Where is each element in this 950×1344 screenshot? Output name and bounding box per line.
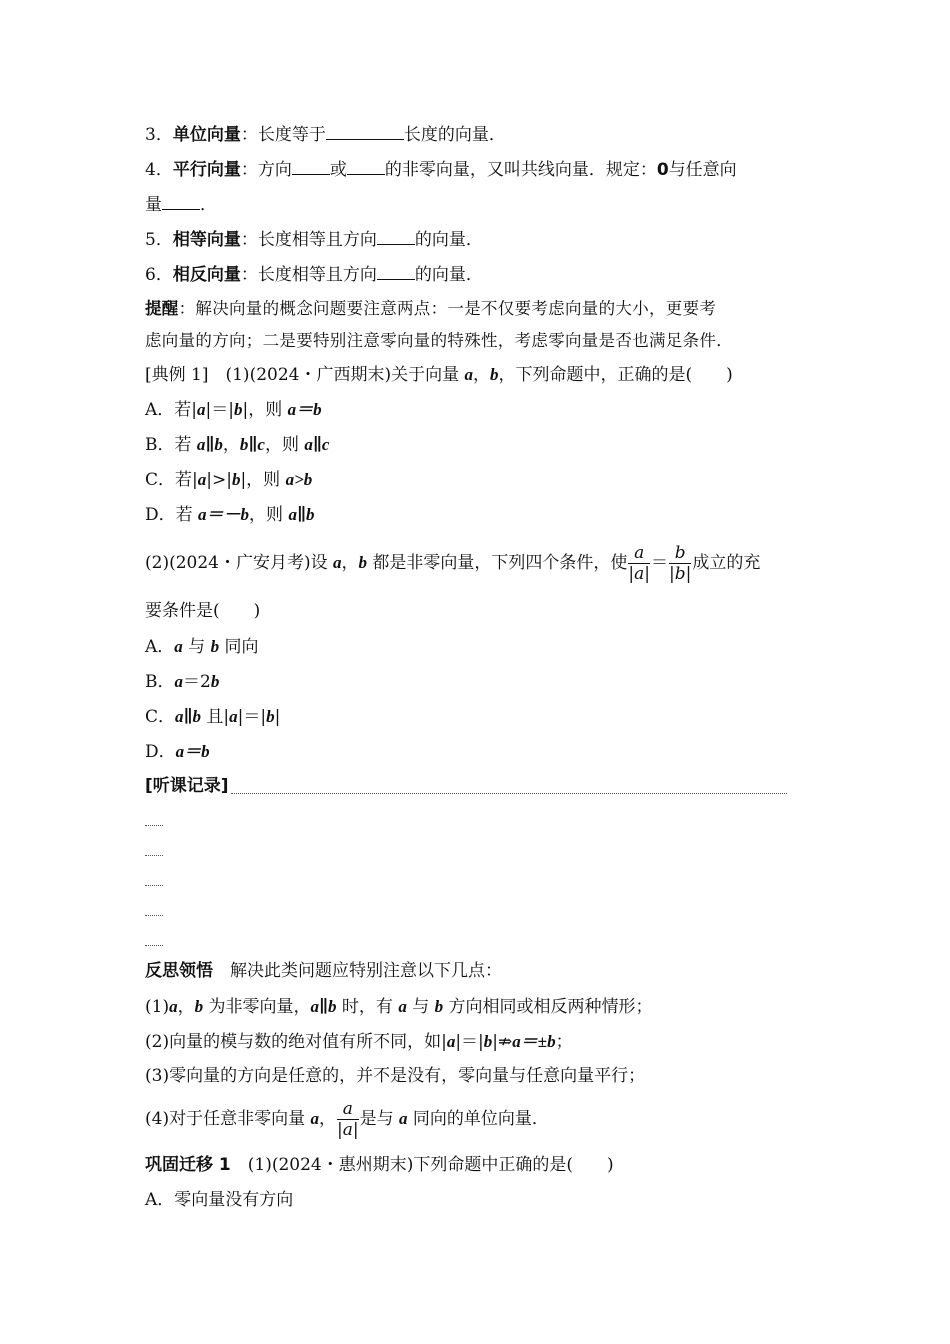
reminder: 提醒：解决向量的概念问题要注意两点：一是不仅要考虑向量的大小，更要考 虑向量的方向；二是要特别注意零向量的特殊性，考虑零向量是否也满足条件． xyxy=(145,299,733,350)
reflection-head: 反思领悟 解决此类问题应特别注意以下几点： xyxy=(145,961,502,981)
fill-blank[interactable] xyxy=(326,121,404,140)
example-1-option-b: B．若 a∥b，b∥c，则 a∥c xyxy=(145,435,330,455)
example-1-option-c: C．若|a|>|b|，则 a>b xyxy=(145,470,313,490)
fraction-b-over-norm-b: $\frac{b}{|b|}$ xyxy=(669,543,692,584)
reflection-point-3: (3)零向量的方向是任意的，并不是没有，零向量与任意向量平行； xyxy=(145,1066,646,1086)
term-opposite-vector: 相反向量 xyxy=(172,265,241,285)
fraction-unit-vector: $\frac{a}{|a|}$ xyxy=(336,1099,359,1140)
notes-line[interactable] xyxy=(145,864,810,894)
reflection-point-1: (1)a，b 为非零向量，a∥b 时，有 a 与 b 方向相同或相反两种情形； xyxy=(145,997,653,1017)
notes-line[interactable] xyxy=(145,894,810,924)
practice-label: 巩固迁移 1 xyxy=(145,1155,231,1175)
example-2-option-b: B．a＝2b xyxy=(145,672,220,692)
fill-blank[interactable] xyxy=(292,156,330,175)
reminder-label: 提醒 xyxy=(145,299,179,318)
item-5: 5．相等向量：长度相等且方向 的向量． xyxy=(145,223,810,258)
reflection-point-2: (2)向量的模与数的绝对值有所不同，如|a|＝|b|⇏a＝±b； xyxy=(145,1032,573,1052)
fill-blank[interactable] xyxy=(377,226,415,245)
fill-blank[interactable] xyxy=(347,156,385,175)
notes-record-header xyxy=(145,769,810,804)
fill-blank[interactable] xyxy=(377,261,415,280)
term-equal-vector: 相等向量 xyxy=(172,230,241,250)
example-1-head: [典例 1] (1)(2024・广西期末)关于向量 a，b，下列命题中，正确的是( ) xyxy=(145,365,733,385)
item-4: 4．平行向量：方向 或 的非零向量，又叫共线向量．规定：0与任意向 xyxy=(145,153,810,188)
example-2-head: (2)(2024・广安月考)设 a，b 都是非零向量，下列四个条件，使 $\frac{a}{|a|}$ ＝ $\frac{b}{|b|}$ 成立的充 xyxy=(145,543,761,584)
example-1-option-d: D．若 a＝－b，则 a∥b xyxy=(145,505,315,525)
practice-head: 巩固迁移 1 (1)(2024・惠州期末)下列命题中正确的是( ) xyxy=(145,1155,614,1175)
notes-line[interactable] xyxy=(145,834,810,864)
item-3: 3．单位向量：长度等于 长度的向量． xyxy=(145,118,810,153)
term-unit-vector: 单位向量 xyxy=(172,125,241,145)
reflection-label: 反思领悟 xyxy=(145,961,213,981)
fill-blank[interactable] xyxy=(162,191,200,210)
item-6: 6．相反向量：长度相等且方向 的向量． xyxy=(145,258,810,293)
example-1-option-a: A．若|a|＝|b|，则 a＝b xyxy=(145,400,322,420)
example-2-option-c: C．a∥b 且|a|＝|b| xyxy=(145,707,281,727)
practice-option-a: A．零向量没有方向 xyxy=(145,1190,294,1210)
fraction-a-over-norm-a: $\frac{a}{|a|}$ xyxy=(628,543,651,584)
item-4-cont: 量 ． xyxy=(145,188,810,223)
document-page xyxy=(145,118,810,1218)
notes-line[interactable] xyxy=(145,924,810,954)
example-2-option-a: A．a 与 b 同向 xyxy=(145,637,259,657)
reflection-point-4: (4)对于任意非零向量 a， $\frac{a}{|a|}$ 是与 a 同向的单位向量． xyxy=(145,1099,549,1140)
example-2-head-cont: 要条件是( ) xyxy=(145,601,261,621)
term-parallel-vector: 平行向量 xyxy=(172,160,241,180)
notes-line[interactable] xyxy=(145,804,810,834)
notes-record-label: [听课记录] xyxy=(145,776,229,796)
example-2-option-d: D．a＝b xyxy=(145,742,210,762)
notes-line[interactable] xyxy=(231,793,787,794)
